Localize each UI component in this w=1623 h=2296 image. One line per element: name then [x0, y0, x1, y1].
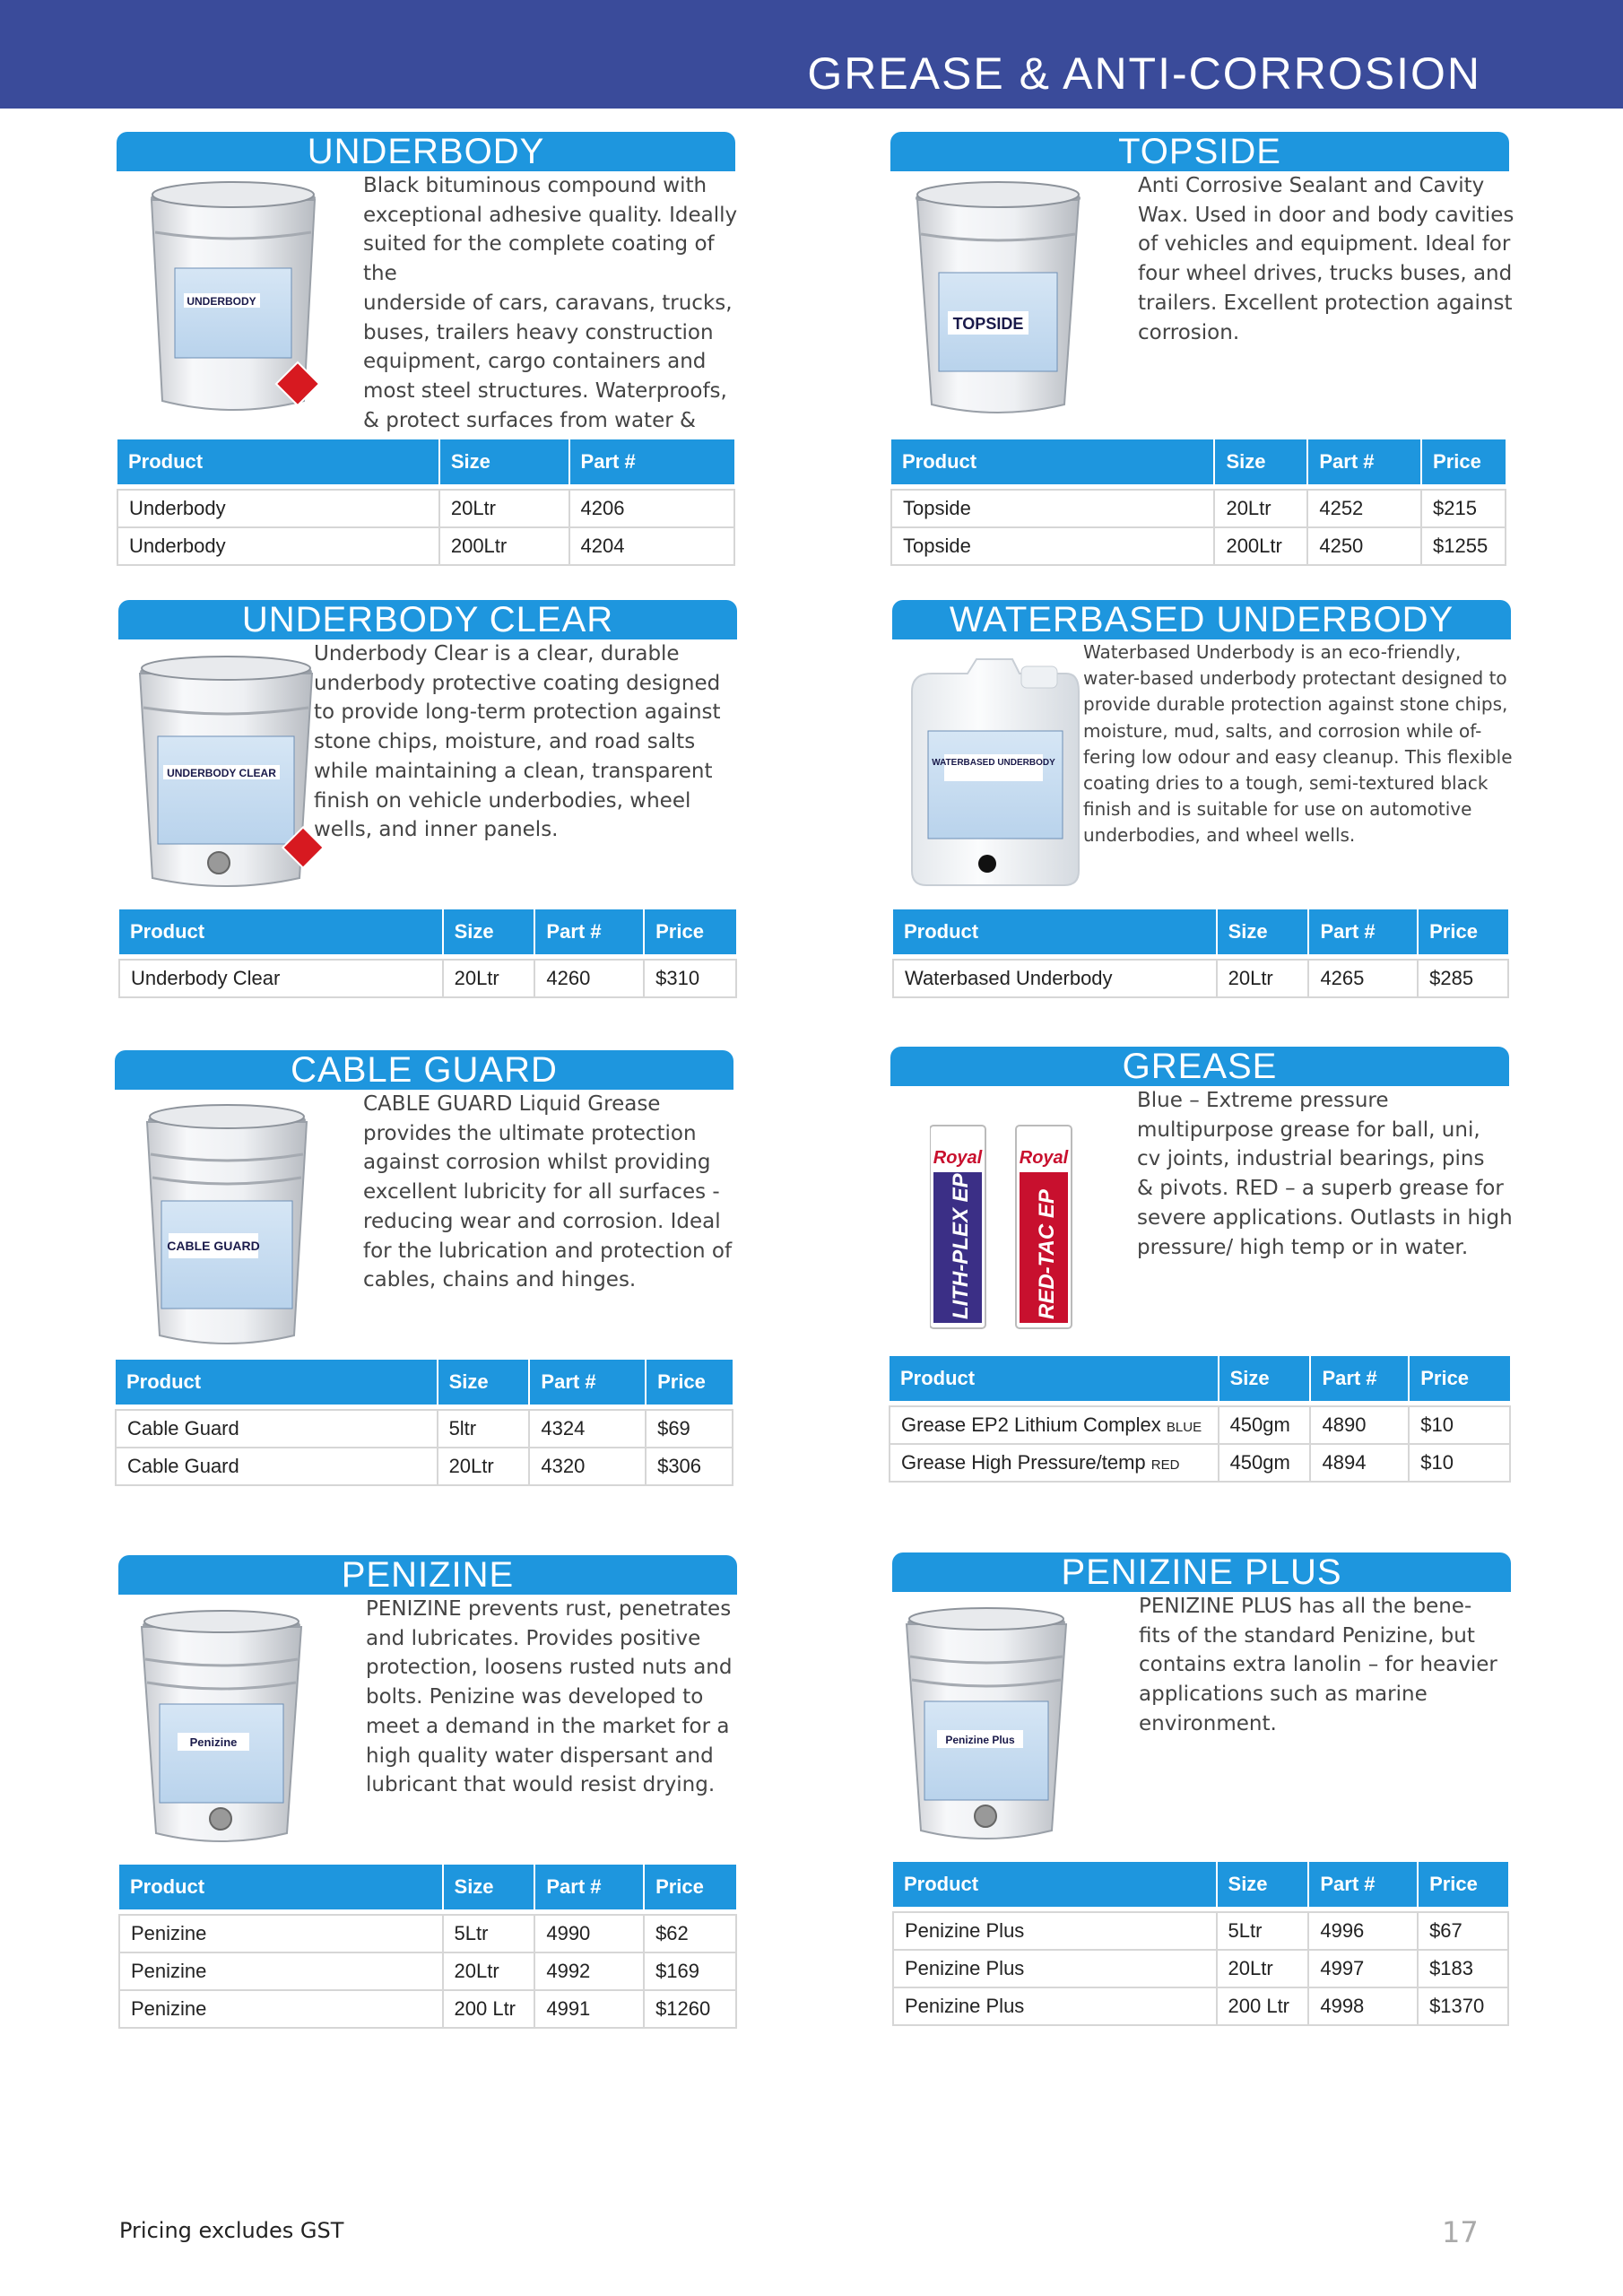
table-cell: Cable Guard [116, 1410, 438, 1448]
table-cell: 4324 [529, 1410, 646, 1448]
table-cell: Penizine [119, 1990, 443, 2028]
product-table [117, 439, 735, 566]
table-cell: 200Ltr [1214, 527, 1307, 565]
table-cell: 20Ltr [439, 490, 569, 527]
pail-label-text: Penizine Plus [945, 1734, 1015, 1746]
table-cell: Grease High Pressure/temp RED [890, 1444, 1219, 1482]
column-header: Price [1418, 909, 1508, 954]
red-cartridge [1016, 1126, 1072, 1328]
footer-note: Pricing excludes GST [119, 2218, 344, 2243]
section-underbody [117, 132, 738, 562]
table-cell: $169 [644, 1952, 736, 1990]
product-description: CABLE GUARD Liquid Grease provides the ultimate protection against corrosion whilst providing excellent lubricity for all surfaces - reducing wear and corrosion. Ideal for the lubrication and protection of cables, chains and hinges. [363, 1092, 733, 1292]
table-cell: $1370 [1418, 1987, 1508, 2025]
table-cell: 200 Ltr [1217, 1987, 1309, 2025]
table-cell: 450gm [1219, 1444, 1311, 1482]
table-cell: 450gm [1219, 1406, 1311, 1444]
table-cell: 4265 [1308, 960, 1418, 997]
jerrycan-label-text: WATERBASED UNDERBODY [932, 758, 1055, 768]
penizine-pail-image [136, 1607, 307, 1849]
table-cell: Underbody [117, 490, 439, 527]
column-header: Product [119, 1865, 443, 1909]
product-description: PENIZINE PLUS has all the bene- fits of the standard Penizine, but contains extra lanolin – for heavier applications such as marine environment. [1139, 1595, 1497, 1735]
grease-cartridges-image [930, 1118, 1091, 1334]
table-cell: 200Ltr [439, 527, 569, 565]
table-cell: 20Ltr [1217, 1950, 1309, 1987]
tube-label: RED-TAC EP [1035, 1189, 1059, 1319]
tube-label: LITH-PLEX EP [949, 1173, 973, 1319]
table-row [116, 1410, 733, 1448]
section-title: WATERBASED UNDERBODY [949, 600, 1454, 639]
column-header: Size [1219, 1356, 1311, 1401]
column-header: Part # [569, 439, 734, 484]
pail-label-text: UNDERBODY [187, 295, 256, 308]
table-cell: Underbody Clear [119, 960, 443, 997]
table-row [891, 527, 1506, 565]
column-header: Product [119, 909, 443, 954]
column-header: Price [644, 909, 736, 954]
column-header: Price [646, 1360, 733, 1405]
table-cell: Cable Guard [116, 1448, 438, 1485]
table-cell: 4320 [529, 1448, 646, 1485]
table-cell: 4204 [569, 527, 734, 565]
table-cell: 20Ltr [1217, 960, 1309, 997]
table-cell: $1260 [644, 1990, 736, 2028]
table-row [119, 1915, 736, 1952]
section-penizine [118, 1555, 737, 2031]
product-description: Black bituminous compound with exceptional adhesive quality. Ideally suited for the complete coating of the underside of cars, caravans, trucks, buses, trailers heavy construction equipment, cargo containers and most steel structures. Waterproofs, & protect surfaces from water & [363, 174, 738, 432]
color-tag: RED [1150, 1457, 1180, 1473]
column-header: Part # [529, 1360, 646, 1405]
table-cell: Penizine Plus [893, 1987, 1217, 2025]
product-description: Underbody Clear is a clear, durable underbody protective coating designed to provide long-term protection against stone chips, moisture, and road salts while maintaining a clean, transparent finish on vehicle underbodies, wheel wells, and inner panels. [314, 642, 721, 842]
section-title: GREASE [1122, 1047, 1278, 1086]
table-cell: Underbody [117, 527, 439, 565]
table-cell: 4996 [1308, 1912, 1418, 1950]
table-cell: Penizine Plus [893, 1950, 1217, 1987]
section-underbody-clear [118, 600, 737, 1004]
product-description: Blue – Extreme pressure multipurpose grease for ball, uni, cv joints, industrial bearings, pins & pivots. RED – a superb grease for severe applications. Outlasts in high pressure/ high temp or in water. [1137, 1089, 1513, 1259]
table-cell: $10 [1409, 1406, 1510, 1444]
table-cell: 20Ltr [443, 960, 535, 997]
table-row [890, 1444, 1510, 1482]
column-header: Product [893, 1862, 1217, 1907]
section-title: CABLE GUARD [291, 1050, 558, 1090]
blue-cartridge [930, 1126, 985, 1328]
cable-guard-pail-image [142, 1100, 312, 1352]
table-cell: 4998 [1308, 1987, 1418, 2025]
table-row [893, 1912, 1508, 1950]
table-cell: 4997 [1308, 1950, 1418, 1987]
table-row [893, 1950, 1508, 1987]
section-topside [890, 132, 1515, 562]
column-header: Size [1217, 909, 1309, 954]
column-header: Product [117, 439, 439, 484]
section-title: PENIZINE [341, 1555, 515, 1595]
table-cell: $285 [1418, 960, 1508, 997]
product-description: Anti Corrosive Sealant and Cavity Wax. Used in door and body cavities of vehicles and equipment. Ideal for four wheel drives, trucks buses, and trailers. Excellent protection against corrosion. [1138, 174, 1515, 344]
section-grease [890, 1047, 1513, 1477]
table-row [119, 1990, 736, 2028]
column-header: Size [438, 1360, 530, 1405]
product-table [892, 909, 1509, 998]
column-header: Size [1214, 439, 1307, 484]
section-waterbased-underbody [892, 600, 1511, 1004]
table-cell: Penizine Plus [893, 1912, 1217, 1950]
pail-label-text: UNDERBODY CLEAR [167, 767, 276, 779]
page-number: 17 [1442, 2215, 1479, 2249]
table-cell: 5Ltr [443, 1915, 535, 1952]
table-cell: 5Ltr [1217, 1912, 1309, 1950]
column-header: Size [443, 1865, 535, 1909]
table-cell: 4260 [534, 960, 644, 997]
table-row [119, 960, 736, 997]
product-description: PENIZINE prevents rust, penetrates and lubricates. Provides positive protection, loosens rusted nuts and bolts. Penizine was developed to meet a demand in the market for a high quality water dispersant and lubricant that would resist drying. [366, 1597, 733, 1797]
column-header: Part # [1308, 1862, 1418, 1907]
table-cell: 4990 [534, 1915, 644, 1952]
table-cell: $310 [644, 960, 736, 997]
table-cell: 4206 [569, 490, 734, 527]
table-cell: 4992 [534, 1952, 644, 1990]
column-header: Product [893, 909, 1217, 954]
table-row [891, 490, 1506, 527]
table-cell: Penizine [119, 1915, 443, 1952]
column-header: Price [1409, 1356, 1510, 1401]
table-cell: $69 [646, 1410, 733, 1448]
column-header: Price [1421, 439, 1506, 484]
table-row [893, 960, 1508, 997]
section-title: PENIZINE PLUS [1061, 1552, 1342, 1592]
product-table [892, 1862, 1509, 2026]
table-row [893, 1987, 1508, 2025]
section-title: TOPSIDE [1118, 132, 1281, 171]
page-title: GREASE & ANTI-CORROSION [807, 48, 1481, 99]
underbody-pail-image [139, 178, 332, 421]
table-cell: 4894 [1310, 1444, 1409, 1482]
table-cell: 4991 [534, 1990, 644, 2028]
table-cell: $67 [1418, 1912, 1508, 1950]
table-row [890, 1406, 1510, 1444]
table-cell: 5ltr [438, 1410, 530, 1448]
product-description: Waterbased Underbody is an eco-friendly, water-based underbody protectant designed to provide durable protection against stone chips, moisture, mud, salts, and corrosion while of- fering low odour and easy cleanup. This flexible coating dries to a tough, semi-textured black finish and is suitable for use on automotive underbodies, and wheel wells. [1083, 641, 1513, 847]
table-cell: Topside [891, 527, 1214, 565]
column-header: Product [116, 1360, 438, 1405]
brand-logo: Royal [1019, 1148, 1069, 1168]
table-cell: 4252 [1307, 490, 1421, 527]
table-cell: $1255 [1421, 527, 1506, 565]
underbody-clear-pail-image [136, 654, 343, 896]
table-cell: Waterbased Underbody [893, 960, 1217, 997]
page-header [0, 0, 1623, 109]
pail-label-text: Penizine [189, 1735, 238, 1749]
product-table [118, 1865, 737, 2029]
product-table [115, 1360, 733, 1486]
table-cell: $215 [1421, 490, 1506, 527]
waterbased-jerrycan-image [905, 656, 1084, 889]
section-title: UNDERBODY CLEAR [241, 600, 614, 639]
column-header: Size [443, 909, 535, 954]
table-cell: $62 [644, 1915, 736, 1952]
column-header: Part # [1310, 1356, 1409, 1401]
product-table [889, 1356, 1511, 1483]
table-row [116, 1448, 733, 1485]
table-row [119, 1952, 736, 1990]
column-header: Size [1217, 1862, 1309, 1907]
table-row [117, 527, 734, 565]
penizine-plus-pail-image [901, 1605, 1072, 1847]
pail-label-text: CABLE GUARD [167, 1239, 260, 1253]
section-penizine-plus [892, 1552, 1511, 2028]
table-cell: 4890 [1310, 1406, 1409, 1444]
table-cell: Penizine [119, 1952, 443, 1990]
column-header: Product [891, 439, 1214, 484]
table-cell: 4250 [1307, 527, 1421, 565]
column-header: Part # [1308, 909, 1418, 954]
column-header: Part # [1307, 439, 1421, 484]
section-title: UNDERBODY [307, 132, 545, 171]
table-cell: 20Ltr [443, 1952, 535, 1990]
table-cell: Topside [891, 490, 1214, 527]
table-row [117, 490, 734, 527]
table-cell: 20Ltr [438, 1448, 530, 1485]
table-cell: Grease EP2 Lithium Complex BLUE [890, 1406, 1219, 1444]
column-header: Size [439, 439, 569, 484]
topside-pail-image [908, 178, 1088, 421]
table-cell: 20Ltr [1214, 490, 1307, 527]
table-cell: $306 [646, 1448, 733, 1485]
color-tag: BLUE [1166, 1420, 1202, 1435]
section-cable-guard [115, 1050, 733, 1481]
column-header: Price [1418, 1862, 1508, 1907]
column-header: Price [644, 1865, 736, 1909]
product-table [118, 909, 737, 998]
table-cell: 200 Ltr [443, 1990, 535, 2028]
product-table [890, 439, 1506, 566]
brand-logo: Royal [933, 1148, 983, 1168]
column-header: Part # [534, 1865, 644, 1909]
column-header: Product [890, 1356, 1219, 1401]
table-cell: $10 [1409, 1444, 1510, 1482]
column-header: Part # [534, 909, 644, 954]
table-cell: $183 [1418, 1950, 1508, 1987]
pail-label-text: TOPSIDE [952, 315, 1024, 333]
